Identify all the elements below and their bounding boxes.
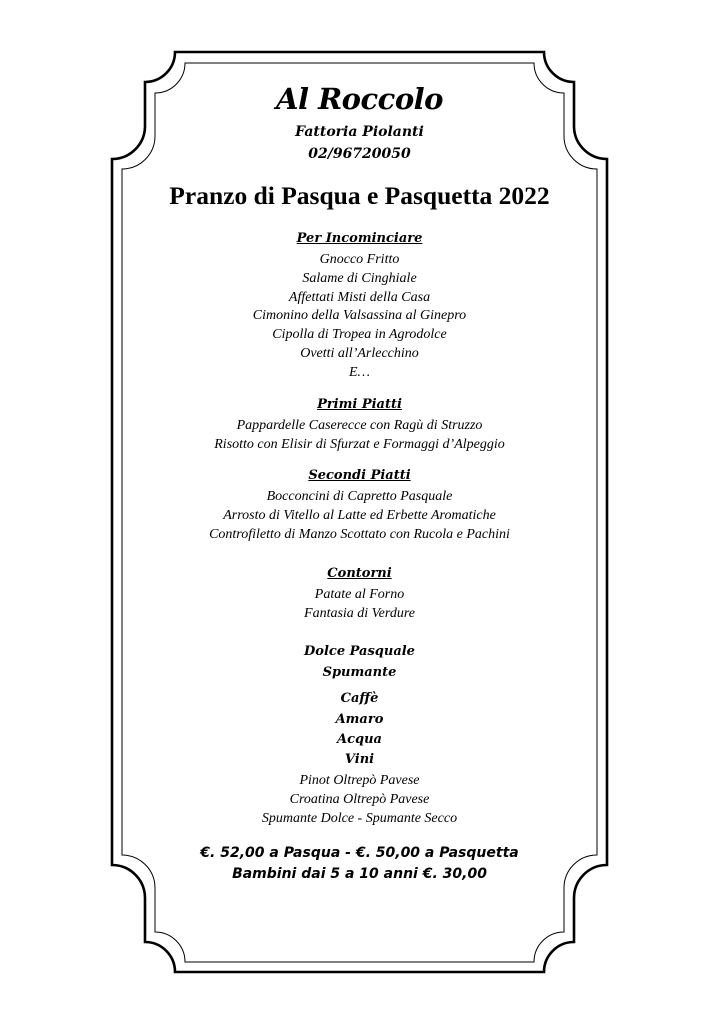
section-title-starters: Per Incominciare [296,231,423,246]
menu-item: Cipolla di Tropea in Agrodolce [272,327,447,342]
menu-item: Gnocco Fritto [319,252,400,267]
wine-item: Spumante Dolce - Spumante Secco [261,811,458,826]
phone-number: 02/96720050 [308,146,411,162]
menu-item: Patate al Forno [314,587,405,602]
menu-item: Risotto con Elisir di Sfurzat e Formaggi d’Alpeggio [214,437,505,452]
menu-item: Arrosto di Vitello al Latte ed Erbette Aromatiche [223,508,496,523]
section-title-seconds: Secondi Piatti [308,468,411,483]
menu-item: Affettati Misti della Casa [288,290,431,305]
event-title: Pranzo di Pasqua e Pasquetta 2022 [169,181,550,210]
drink-item: Amaro [335,712,384,727]
drink-item: Caffè [340,691,379,706]
menu-item: Bocconcini di Capretto Pasquale [266,489,453,504]
drink-item: Vini [344,752,375,767]
wine-item: Pinot Oltrepò Pavese [299,773,420,788]
dessert-item: Dolce Pasquale [304,644,415,659]
price-adult: €. 52,00 a Pasqua - €. 50,00 a Pasquetta [200,845,519,861]
menu-item: Controfiletto di Manzo Scottato con Rucola e Pachini [209,527,510,542]
restaurant-name: Al Roccolo [275,82,444,116]
menu-item: Fantasia di Verdure [304,606,415,621]
farm-name: Fattoria Piolanti [295,124,424,140]
menu-item: Ovetti all’Arlecchino [300,346,419,361]
section-title-sides: Contorni [327,566,392,581]
menu-item: E… [349,365,370,380]
price-children: Bambini dai 5 a 10 anni €. 30,00 [232,866,487,882]
menu-item: Salame di Cinghiale [302,271,417,286]
dessert-item: Spumante [322,665,397,680]
wine-item: Croatina Oltrepò Pavese [289,792,430,807]
section-title-firsts: Primi Piatti [317,397,402,412]
menu-item: Pappardelle Caserecce con Ragù di Struzzo [236,418,483,433]
drink-item: Acqua [337,732,382,747]
menu-item: Cimonino della Valsassina al Ginepro [252,308,467,323]
